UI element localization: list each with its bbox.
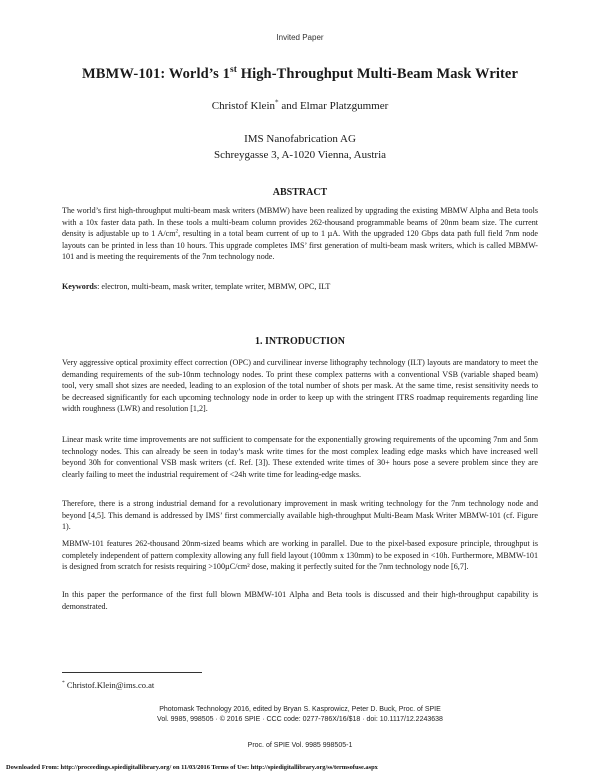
abstract-heading: ABSTRACT (272, 187, 328, 198)
intro-paragraph-1: Very aggressive optical proximity effect correction (OPC) and curvilinear inverse lithography technology (ILT) layouts are mandatory to meet the demanding requirements of the sub-10nm technology nodes. To print these complex patterns with a conventional VSB (variable shaped beam) tool, very small shot sizes are needed, leading to an explosion of the total number of shots per mask. At the same time, resist sensitivity needs to be decreased significantly for each upcoming technology node in order to keep up with the stringent ITRS roadmap requirements regarding line width roughness (LWR) and resolution [1,2]. (62, 358, 538, 414)
keywords-text: : electron, multi-beam, mask writer, template writer, MBMW, OPC, ILT (97, 282, 331, 291)
authors-line (0, 100, 600, 112)
keywords-label: Keywords (62, 282, 98, 291)
header-label: Invited Paper (276, 33, 324, 42)
paper-title (0, 66, 600, 83)
keywords-line (62, 282, 538, 291)
author-footnote-mark: * (275, 98, 279, 107)
footnote-mark: * (62, 680, 65, 687)
publication-line-2: Vol. 9985, 998505 · © 2016 SPIE · CCC code: 0277-786X/16/$18 · doi: 10.1117/12.2243638 (157, 716, 443, 723)
publication-line-1: Photomask Technology 2016, edited by Bryan S. Kasprowicz, Peter D. Buck, Proc. of SPIE (159, 706, 441, 713)
publication-info (0, 705, 600, 725)
abstract-text-b: , resulting in a total beam current of up to 1 µA. With the upgraded 120 Gbps data path full field 7nm node layouts can be printed in less than 10 hours. This upgrade completes IMS’ first generation of multi-beam mask writers, which is called MBMW-101 and is meeting the requirements of the 7nm technology node. (62, 229, 538, 262)
intro-paragraph-3: Therefore, there is a strong industrial demand for a revolutionary improvement in mask writing technology for the 7nm technology node and beyond [4,5]. This demand is addressed by IMS’ first commercially available high-throughput Multi-Beam Mask Writer MBMW-101 (cf. Figure 1). (62, 499, 538, 532)
page-number: Proc. of SPIE Vol. 9985 998505-1 (247, 742, 353, 749)
affiliation-org: IMS Nanofabrication AG (244, 133, 356, 145)
title-main: MBMW-101: World’s 1 (82, 66, 230, 82)
intro-paragraph-2: Linear mask write time improvements are not sufficient to compensate for the exponentially growing requirements of the upcoming 7nm and 5nm technology nodes. This can already be seen in today’s mask write times for the most complex leading edge masks which have increased well beyond 30h for conventional VSB mask writers (cf. Ref. [3]). These extended write times of 30+ hours pose a severe problem since they are clearly failing to meet the industrial requirement of <24h write time for leading-edge masks. (62, 435, 538, 479)
abstract-superscript: 2 (175, 228, 179, 235)
download-notice: Downloaded From: http://proceedings.spiedigitallibrary.org/ on 11/03/2016 Terms of Use: http://spiedigitallibrary.org/ss/termsofuse.aspx (6, 764, 378, 771)
title-rest: High-Throughput Multi-Beam Mask Writer (236, 66, 518, 82)
introduction-heading: 1. INTRODUCTION (254, 336, 345, 347)
footnote-email: Christof.Klein@ims.co.at (64, 680, 155, 690)
affiliation-block (0, 131, 600, 163)
abstract-text (62, 205, 538, 263)
footnote (62, 680, 154, 690)
author-rest: and Elmar Platzgummer (278, 100, 389, 112)
affiliation-address: Schreygasse 3, A-1020 Vienna, Austria (213, 149, 387, 161)
title-superscript: st (229, 65, 237, 76)
intro-paragraph-5: In this paper the performance of the first full blown MBMW-101 Alpha and Beta tools is discussed and their high-throughput capability is demonstrated. (62, 590, 538, 611)
author-first: Christof Klein (211, 100, 275, 112)
intro-paragraph-4: MBMW-101 features 262-thousand 20nm-sized beams which are working in parallel. Due to the pixel-based exposure principle, throughput is completely independent of pattern complexity allowing any full field layout (100mm x 130mm) to be exposed in <10h. Furthermore, MBMW-101 is designed from scratch for resists requiring >100µC/cm² dose, making it perfectly suited for the 7nm technology node [6,7]. (62, 539, 538, 572)
abstract-text-a: The world’s first high-throughput multi-beam mask writers (MBMW) have been realized by upgrading the existing MBMW Alpha and Beta tools with a 10x faster data path. In these tools a multi-beam column provides 262-thousand programmable beams of 20nm beam size. The current density is adjustable up to 1 A/cm (62, 206, 538, 239)
footnote-divider (62, 672, 202, 673)
